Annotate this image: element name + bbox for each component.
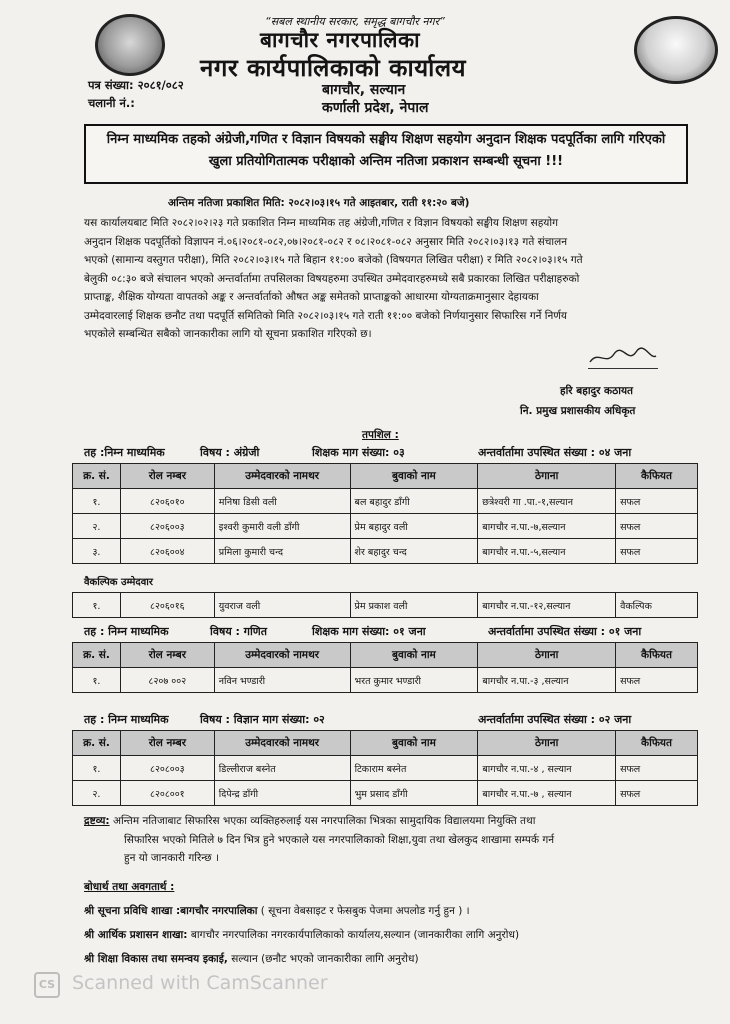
cc-recipient: श्री सूचना प्रविधि शाखा :बागचौर नगरपालिका — [84, 905, 258, 917]
col-sn: क्र. सं. — [73, 643, 121, 668]
schedule-title: तपशिल : — [362, 429, 399, 441]
cell-father: प्रेम प्रकाश वली — [350, 593, 478, 618]
cell-roll: ८२०८००३ — [120, 756, 214, 781]
col-candidate: उम्मेदवारको नामथर — [214, 643, 350, 668]
col-remarks: कैफियत — [616, 643, 698, 668]
cell-remarks: सफल — [616, 668, 698, 693]
col-roll: रोल नम्बर — [120, 731, 214, 756]
cell-candidate: युवराज वली — [214, 593, 350, 618]
col-candidate: उम्मेदवारको नामथर — [214, 731, 350, 756]
table-row — [73, 668, 698, 693]
cell-sn: १. — [73, 756, 121, 781]
section-level: तह : निम्न माध्यमिक — [84, 713, 169, 726]
alternate-table — [72, 592, 698, 618]
body-line: यस कार्यालयबाट मिति २०८२।०२।२३ गते प्रकाशित निम्न माध्यमिक तह अंग्रेजी,गणित र विज्ञान विषयको सङ्घीय शिक्षण सहयोग — [84, 217, 559, 229]
cc-recipient: श्री आर्थिक प्रशासन शाखा: — [84, 929, 188, 941]
cc-purpose: ( सूचना वेबसाइट र फेसबुक पेजमा अपलोड गर्नु हुन ) । — [257, 905, 470, 917]
province: कर्णाली प्रदेश, नेपाल — [322, 100, 429, 116]
cell-roll: ८२०६००४ — [120, 539, 214, 564]
cell-roll: ८२०६०१६ — [120, 593, 214, 618]
cell-candidate: दिपेन्द्र डाँगी — [214, 781, 350, 806]
cc-heading: बोधार्थ तथा अवगतार्थ : — [84, 881, 175, 893]
signature-scribble-icon — [588, 346, 658, 368]
cell-remarks: सफल — [616, 514, 698, 539]
section-subject: विषय : विज्ञान माग संख्या: ०२ — [200, 713, 325, 726]
col-father: बुवाको नाम — [350, 643, 478, 668]
col-address: ठेगाना — [478, 464, 616, 489]
section-present: अन्तर्वार्तामा उपस्थित संख्या : ०४ जना — [478, 446, 632, 459]
section-level: तह : निम्न माध्यमिक — [84, 625, 169, 638]
col-address: ठेगाना — [478, 643, 616, 668]
cc-purpose: सल्यान (छनौट भएको जानकारीका लागि अनुरोध) — [227, 953, 419, 965]
col-address: ठेगाना — [478, 731, 616, 756]
cell-father: बल बहादुर डाँगी — [350, 489, 478, 514]
cell-remarks: सफल — [616, 756, 698, 781]
cell-father: शेर बहादुर चन्द — [350, 539, 478, 564]
cc-item — [84, 904, 470, 918]
cell-father: भरत कुमार भण्डारी — [350, 668, 478, 693]
camscanner-watermark: Scanned with CamScanner — [72, 972, 328, 994]
cc-item — [84, 952, 419, 966]
body-line: बेलुकी ०८:३० बजे संचालन भएको अन्तर्वार्तामा तपसिलका विषयहरुमा उपस्थित उम्मेदवारहरुमध्ये सबै प्रकारका लिखित परीक्षाहरुको — [84, 272, 580, 285]
section-demand: शिक्षक माग संख्या: ०१ जना — [312, 625, 426, 638]
cell-sn: २. — [73, 514, 121, 539]
signatory-title: नि. प्रमुख प्रशासकीय अधिकृत — [520, 405, 636, 417]
body-line: भएको (सामान्य वस्तुगत परीक्षा), मिति २०८२।०३।१५ गते बिहान ११:०० बजेको (विषयगत लिखित परीक्षा) र मिति २०८२।०३।१५ गते — [84, 254, 583, 266]
table-row — [73, 514, 698, 539]
cell-address: बागचौर न.पा.-३ ,सल्यान — [478, 668, 616, 693]
cell-father: भुम प्रसाद डाँगी — [350, 781, 478, 806]
section-level: तह :निम्न माध्यमिक — [84, 446, 165, 459]
cell-sn: १. — [73, 489, 121, 514]
cell-remarks: सफल — [616, 781, 698, 806]
col-father: बुवाको नाम — [350, 464, 478, 489]
note-line: सिफारिस भएको मितिले ७ दिन भित्र हुने भएकाले यस नगरपालिकाको शिक्षा,युवा तथा खेलकुद शाखामा सम्पर्क गर्न — [124, 833, 555, 846]
municipality-name: बागचौर नगरपालिका — [260, 28, 421, 52]
col-remarks: कैफियत — [616, 464, 698, 489]
table-row — [73, 593, 698, 618]
body-line: भएकोले सम्बन्धित सबैको जानकारीका लागि यो सूचना प्रकाशित गरिएको छ। — [84, 328, 372, 340]
cell-sn: ३. — [73, 539, 121, 564]
cell-candidate: प्रमिला कुमारी चन्द — [214, 539, 350, 564]
result-table-science — [72, 730, 698, 806]
notice-title: निम्न माध्यमिक तहको अंग्रेजी,गणित र विज्ञान विषयको सङ्घीय शिक्षण सहयोग अनुदान शिक्षक पदपूर्तिका लागि गरिएको खुला प्रतियोगितात्मक परीक्षाको अन्तिम नतिजा प्रकाशन सम्बन्धी सूचना !!! — [106, 132, 666, 169]
table-row — [73, 756, 698, 781]
section-subject: विषय : गणित — [210, 625, 268, 638]
cell-address: बागचौर न.पा.-१२,सल्यान — [478, 593, 616, 618]
cc-item — [84, 928, 519, 942]
dispatch-number: चलानी नं.: — [88, 96, 135, 110]
cell-father: टिकाराम बस्नेत — [350, 756, 478, 781]
result-table-maths — [72, 642, 698, 693]
cell-candidate: इश्वरी कुमारी वली डाँगी — [214, 514, 350, 539]
table-row — [73, 489, 698, 514]
cell-remarks: वैकल्पिक — [616, 593, 698, 618]
section-present: अन्तर्वार्तामा उपस्थित संख्या : ०१ जना — [488, 625, 642, 638]
cell-roll: ८२०६०१० — [120, 489, 214, 514]
cell-remarks: सफल — [616, 489, 698, 514]
table-row — [73, 539, 698, 564]
section-subject: विषय : अंग्रेजी — [200, 446, 260, 459]
body-line: उम्मेदवारलाई शिक्षक छनौट तथा पदपूर्ति समितिको मिति २०८२।०३।१५ गते राती ११:०० बजेको निर्णयानुसार सिफारिस गर्ने निर्णय — [84, 309, 568, 322]
body-line: प्राप्ताङ्क, शैक्षिक योग्यता वापतको अङ्क र अन्तर्वार्ताको औषत अङ्क समेतको प्राप्ताङ्कको आधारमा योग्यताक्रमानुसार देहायका — [84, 291, 539, 303]
cell-remarks: सफल — [616, 539, 698, 564]
cell-address: बागचौर न.पा.-४ , सल्यान — [478, 756, 616, 781]
cell-address: बागचौर न.पा.-५,सल्यान — [478, 539, 616, 564]
table-row — [73, 781, 698, 806]
cell-address: बागचौर न.पा.-७,सल्यान — [478, 514, 616, 539]
notice-title-box — [84, 124, 688, 184]
cell-roll: ८२०८००१ — [120, 781, 214, 806]
cell-address: बागचौर न.पा.-७ , सल्यान — [478, 781, 616, 806]
letter-number: पत्र संख्या: २०८१/०८२ — [88, 78, 184, 92]
cell-candidate: नविन भण्डारी — [214, 668, 350, 693]
cc-purpose: बागचौर नगरपालिका नगरकार्यपालिकाको कार्यालय,सल्यान (जानकारीका लागि अनुरोध) — [187, 929, 520, 941]
cell-father: प्रेम बहादुर वली — [350, 514, 478, 539]
cell-roll: ८२०७ ००२ — [120, 668, 214, 693]
signatory-name: हरि बहादुर कठायत — [560, 385, 634, 397]
motto: “सबल स्थानीय सरकार, समृद्ध बागचौर नगर” — [265, 15, 445, 28]
cell-sn: १. — [73, 668, 121, 693]
cell-candidate: मनिषा डिसी वली — [214, 489, 350, 514]
note-label: द्रष्टव्य: — [84, 815, 110, 827]
cell-sn: २. — [73, 781, 121, 806]
office-location: बागचौर, सल्यान — [322, 82, 406, 98]
col-candidate: उम्मेदवारको नामथर — [214, 464, 350, 489]
note-line: अन्तिम नतिजाबाट सिफारिस भएका व्यक्तिहरुलाई यस नगरपालिका भित्रका सामुदायिक विद्यालयमा नियुक्ति तथा — [112, 815, 536, 827]
cc-recipient: श्री शिक्षा विकास तथा समन्वय इकाई, — [84, 953, 228, 965]
note-line: हुन यो जानकारी गरिन्छ । — [124, 852, 219, 864]
cell-address: छत्रेश्वरी गा .पा.-१,सल्यान — [478, 489, 616, 514]
body-line: अनुदान शिक्षक पदपूर्तिको विज्ञापन नं.०६।२०८१-०८२,०७।२०८१-०८२ र ०८।२०८१-०८२ अनुसार मिति २०८२।०३।१३ गते संचालन — [84, 235, 568, 248]
col-remarks: कैफियत — [616, 731, 698, 756]
col-roll: रोल नम्बर — [120, 643, 214, 668]
note-block — [84, 812, 694, 868]
camscanner-logo-icon: CS — [34, 972, 60, 998]
result-table-english — [72, 463, 698, 564]
alternate-label: वैकल्पिक उम्मेदवार — [84, 577, 153, 588]
col-sn: क्र. सं. — [73, 731, 121, 756]
cell-roll: ८२०६००३ — [120, 514, 214, 539]
signature — [588, 346, 658, 369]
notice-body — [84, 214, 694, 344]
cell-candidate: डिल्लीराज बस्नेत — [214, 756, 350, 781]
office-name: नगर कार्यपालिकाको कार्यालय — [200, 54, 467, 82]
nepal-emblem-icon — [95, 14, 165, 76]
municipality-logo-icon — [634, 16, 718, 84]
col-father: बुवाको नाम — [350, 731, 478, 756]
col-sn: क्र. सं. — [73, 464, 121, 489]
section-present: अन्तर्वार्तामा उपस्थित संख्या : ०२ जना — [478, 713, 632, 726]
col-roll: रोल नम्बर — [120, 464, 214, 489]
publish-date: अन्तिम नतिजा प्रकाशित मिति: २०८२।०३।१५ गते आइतबार, राती ११:२० बजे) — [168, 197, 470, 209]
cell-sn: १. — [73, 593, 121, 618]
section-demand: शिक्षक माग संख्या: ०३ — [312, 446, 405, 459]
